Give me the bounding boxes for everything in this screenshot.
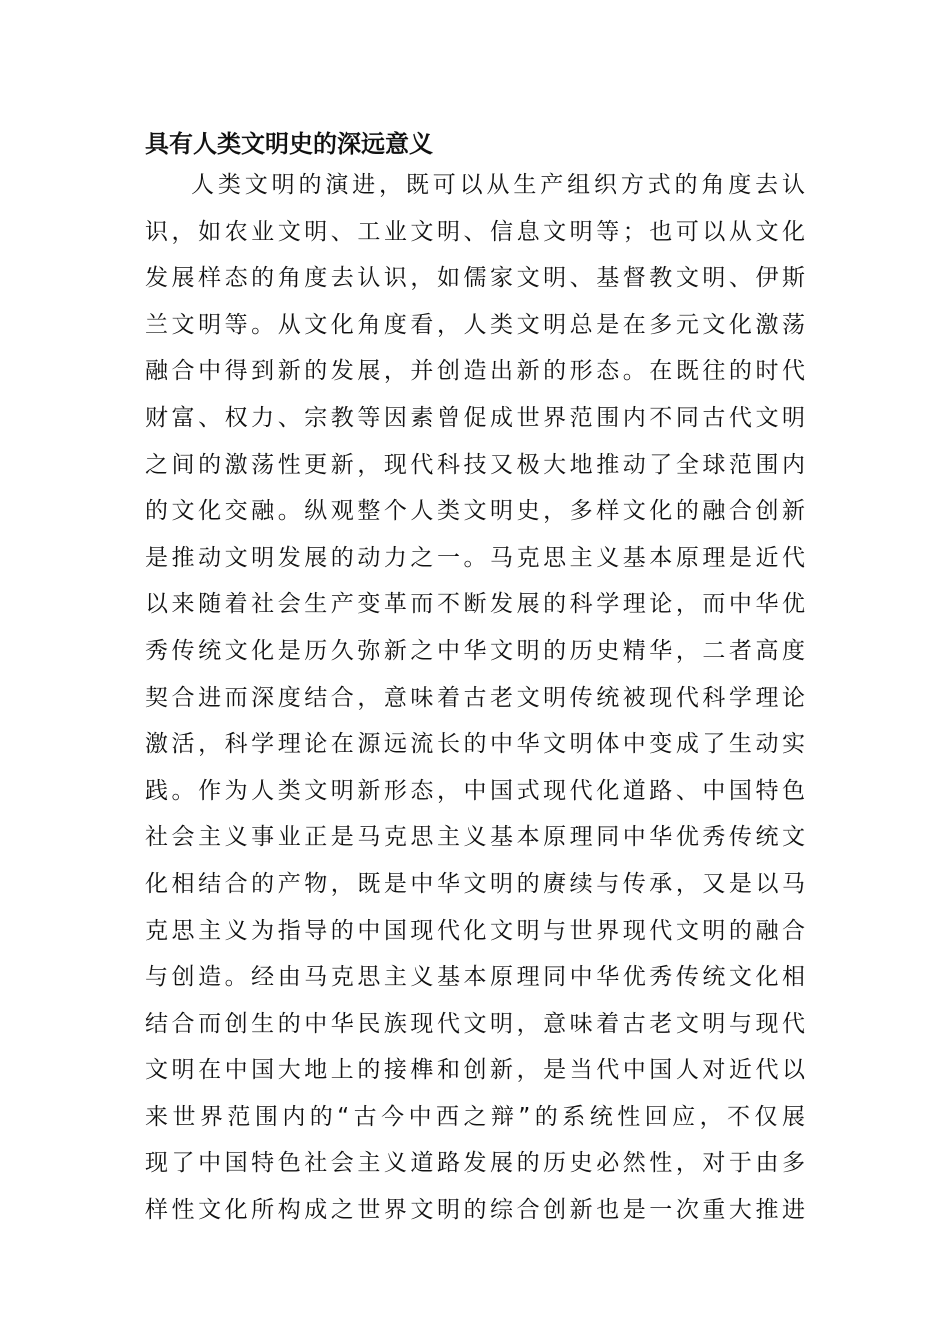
paragraph xyxy=(145,168,805,1240)
paragraph-line: 人类文明的演进，既可以从生产组织方式的角度去认 xyxy=(191,172,805,198)
paragraph-line: 社会主义事业正是马克思主义基本原理同中华优秀传统文 xyxy=(145,824,805,851)
paragraph-line: 文明在中国大地上的接榫和创新，是当代中国人对近代以 xyxy=(145,1057,805,1084)
paragraph-line: 结合而创生的中华民族现代文明，意味着古老文明与现代 xyxy=(145,1010,805,1037)
paragraph-line: 是推动文明发展的动力之一。马克思主义基本原理是近代 xyxy=(145,544,805,571)
paragraph-line: 现了中国特色社会主义道路发展的历史必然性，对于由多 xyxy=(145,1150,805,1177)
paragraph-line: 秀传统文化是历久弥新之中华文明的历史精华，二者高度 xyxy=(145,637,805,664)
paragraph-line: 契合进而深度结合，意味着古老文明传统被现代科学理论 xyxy=(145,684,805,711)
paragraph-line: 发展样态的角度去认识，如儒家文明、基督教文明、伊斯 xyxy=(145,265,805,292)
paragraph-line: 识，如农业文明、工业文明、信息文明等；也可以从文化 xyxy=(145,218,805,245)
paragraph-line: 融合中得到新的发展，并创造出新的形态。在既往的时代 xyxy=(145,358,805,385)
paragraph-line: 与创造。经由马克思主义基本原理同中华优秀传统文化相 xyxy=(145,964,805,991)
paragraph-line: 的文化交融。纵观整个人类文明史，多样文化的融合创新 xyxy=(145,498,805,525)
paragraph-line: 样性文化所构成之世界文明的综合创新也是一次重大推进 xyxy=(145,1197,805,1224)
paragraph-line: 来世界范围内的“古今中西之辩”的系统性回应，不仅展 xyxy=(145,1103,805,1130)
paragraph-line: 以来随着社会生产变革而不断发展的科学理论，而中华优 xyxy=(145,591,805,618)
paragraph-line: 践。作为人类文明新形态，中国式现代化道路、中国特色 xyxy=(145,777,805,804)
section-heading: 具有人类文明史的深远意义 xyxy=(145,130,433,158)
paragraph-line: 化相结合的产物，既是中华文明的赓续与传承，又是以马 xyxy=(145,870,805,897)
paragraph-line: 克思主义为指导的中国现代化文明与世界现代文明的融合 xyxy=(145,917,805,944)
paragraph-line: 兰文明等。从文化角度看，人类文明总是在多元文化激荡 xyxy=(145,311,805,338)
paragraph-line: 激活，科学理论在源远流长的中华文明体中变成了生动实 xyxy=(145,731,805,758)
paragraph-line: 之间的激荡性更新，现代科技又极大地推动了全球范围内 xyxy=(145,451,805,478)
paragraph-line: 财富、权力、宗教等因素曾促成世界范围内不同古代文明 xyxy=(145,404,805,431)
